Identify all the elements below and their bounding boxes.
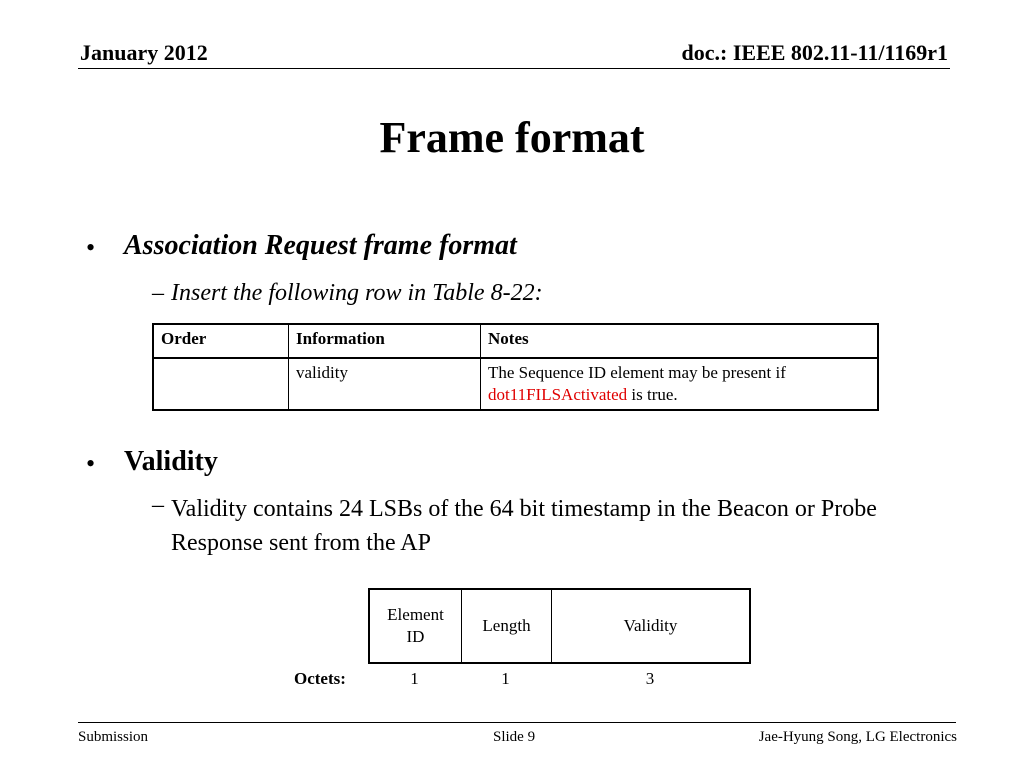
- header-date: January 2012: [80, 40, 208, 65]
- slide-title: Frame format: [379, 113, 645, 162]
- header-doc-id: doc.: IEEE 802.11-11/1169r1: [681, 40, 948, 65]
- footer-submission: Submission: [78, 729, 149, 745]
- notes-prefix: The Sequence ID element may be present if: [488, 363, 786, 382]
- field-validity: Validity: [552, 589, 751, 663]
- octets-label: Octets:: [294, 669, 346, 688]
- field-element-id: [369, 589, 462, 663]
- table-header-row: [153, 324, 878, 358]
- header-divider: [78, 68, 950, 69]
- octets-validity: 3: [645, 669, 655, 688]
- field-length: Length: [462, 589, 552, 663]
- col-header-order: Order: [153, 324, 289, 358]
- cell-order: [153, 358, 289, 410]
- footer-slide-number: Slide 9: [493, 729, 536, 745]
- dash-icon: –: [152, 492, 164, 518]
- validity-element-format: [368, 588, 751, 664]
- field-element-id-label: Element ID: [387, 605, 444, 646]
- table-8-22-row: [152, 323, 879, 411]
- bullet-dot-icon: •: [86, 449, 96, 478]
- footer-divider: [78, 722, 956, 723]
- octets-element-id: 1: [410, 669, 419, 688]
- bullet-dot-icon: •: [86, 233, 96, 262]
- col-header-notes: Notes: [481, 324, 879, 358]
- cell-notes: [481, 358, 879, 410]
- sub-bullet-insert-row: Insert the following row in Table 8-22:: [171, 280, 543, 306]
- dash-icon: –: [152, 280, 164, 306]
- bullet-validity: Validity: [124, 446, 218, 477]
- bullet-association-request: Association Request frame format: [124, 230, 517, 261]
- table-row: [153, 358, 878, 410]
- octets-length: 1: [501, 669, 510, 688]
- cell-information: validity: [289, 358, 481, 410]
- notes-highlight-mib: dot11FILSActivated: [488, 385, 628, 404]
- sub-bullet-validity-description: Validity contains 24 LSBs of the 64 bit timestamp in the Beacon or Probe Response sent from the AP: [171, 496, 877, 556]
- table-row: [369, 589, 750, 663]
- footer-author: Jae-Hyung Song, LG Electronics: [758, 729, 957, 745]
- col-header-information: Information: [289, 324, 481, 358]
- notes-suffix: is true.: [631, 385, 678, 404]
